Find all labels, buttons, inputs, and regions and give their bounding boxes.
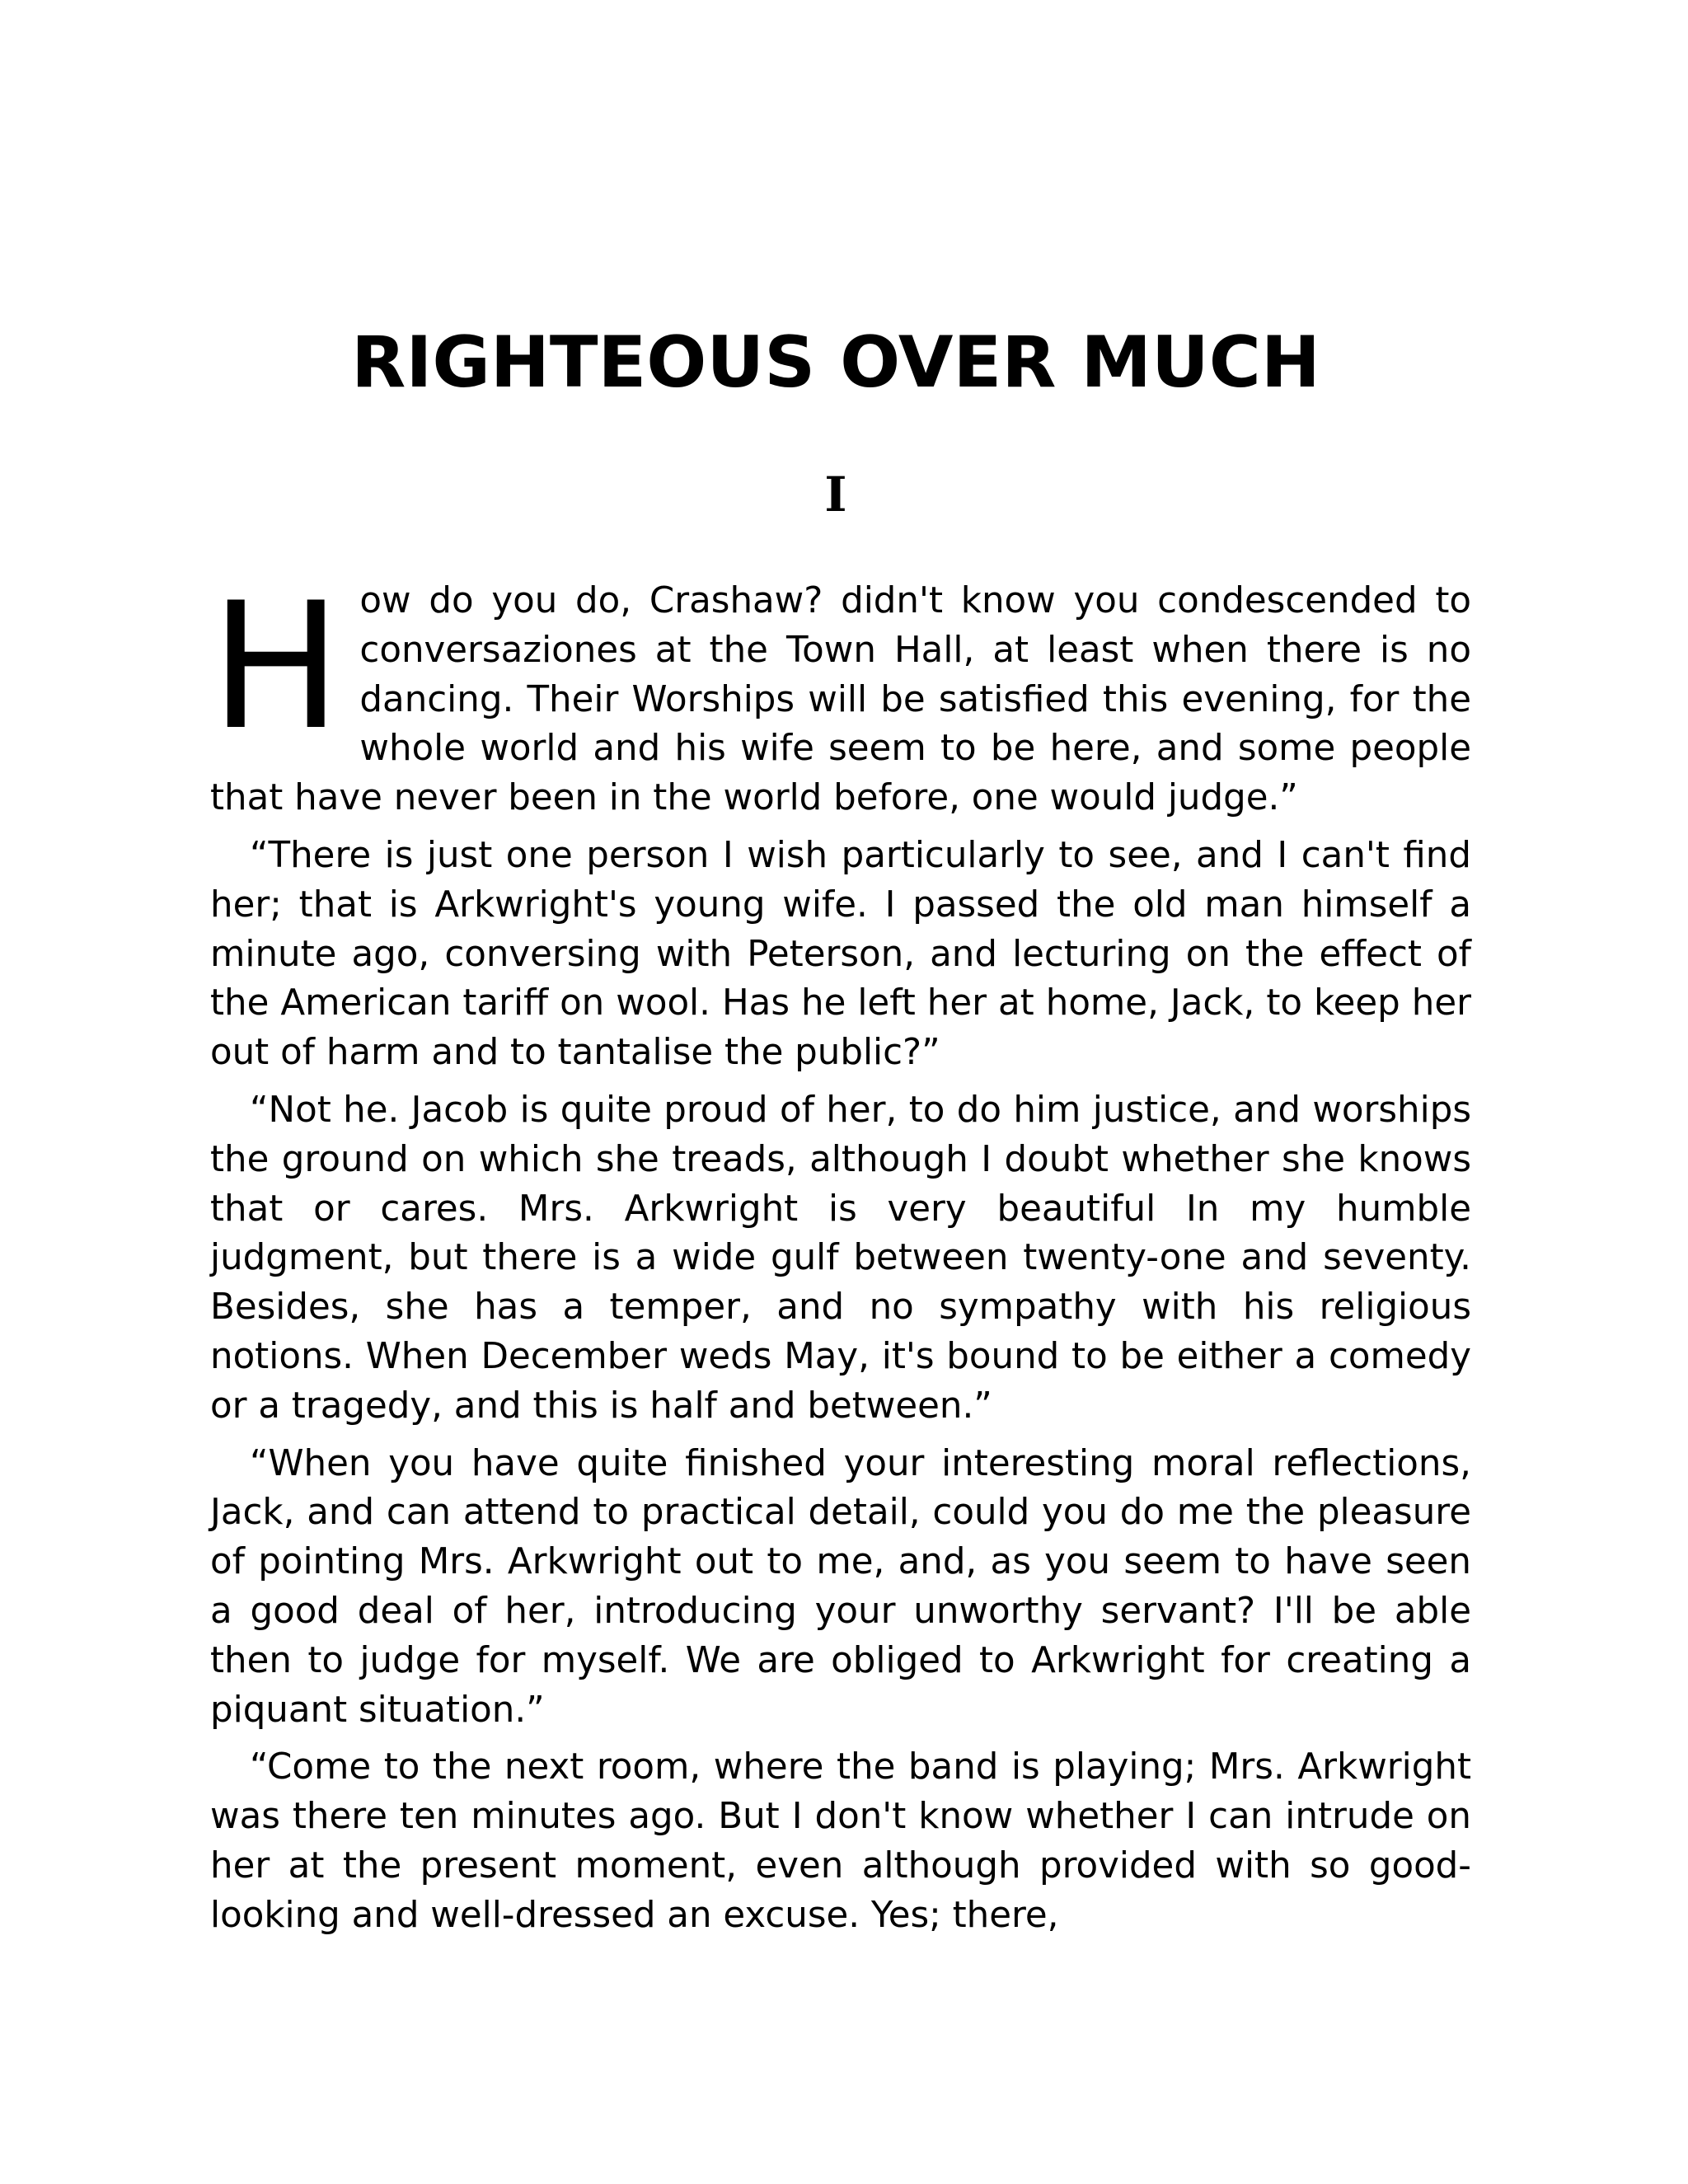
opening-paragraph bbox=[210, 565, 1471, 823]
section-numeral: I bbox=[824, 466, 847, 523]
opening-paragraph-text: ow do you do, Crashaw? didn't know you condescended to conversaziones at the Town Hall, at least when there is no dancing. Their Worships will be satisfied this evening, for the whole world and his wife seem to be here, and some people that have never been in the world before, one would judge.” bbox=[210, 580, 1471, 819]
paragraph: “When you have quite finished your interesting moral reflections, Jack, and can attend to practical detail, could you do me the pleasure of pointing Mrs. Arkwright out to me, and, as you seem to have seen a good deal of her, introducing your unworthy servant? I'll be able then to judge for myself. We are obliged to Arkwright for creating a piquant situation.” bbox=[210, 1442, 1471, 1731]
paragraph: “Come to the next room, where the band is playing; Mrs. Arkwright was there ten minutes ago. But I don't know whether I can intrude on her at the present moment, even although provided with so good-looking and well-dressed an excuse. Yes; there, bbox=[210, 1746, 1471, 1936]
drop-cap: H bbox=[210, 565, 342, 768]
chapter-title: RIGHTEOUS OVER MUCH bbox=[351, 321, 1320, 404]
paragraph: “There is just one person I wish particularly to see, and I can't find her; that is Arkwright's young wife. I passed the old man himself a minute ago, conversing with Peterson, and lecturing on the effect of the American tariff on wool. Has he left her at home, Jack, to keep her out of harm and to tantalise the public?” bbox=[210, 834, 1471, 1074]
body-text bbox=[210, 565, 1471, 1949]
paragraph: “Not he. Jacob is quite proud of her, to do him justice, and worships the ground on which she treads, although I doubt whether she knows that or cares. Mrs. Arkwright is very beautiful In my humble judgment, but there is a wide gulf between twenty-one and seventy. Besides, she has a temper, and no sympathy with his religious notions. When December weds May, it's bound to be either a comedy or a tragedy, and this is half and between.” bbox=[210, 1089, 1471, 1427]
